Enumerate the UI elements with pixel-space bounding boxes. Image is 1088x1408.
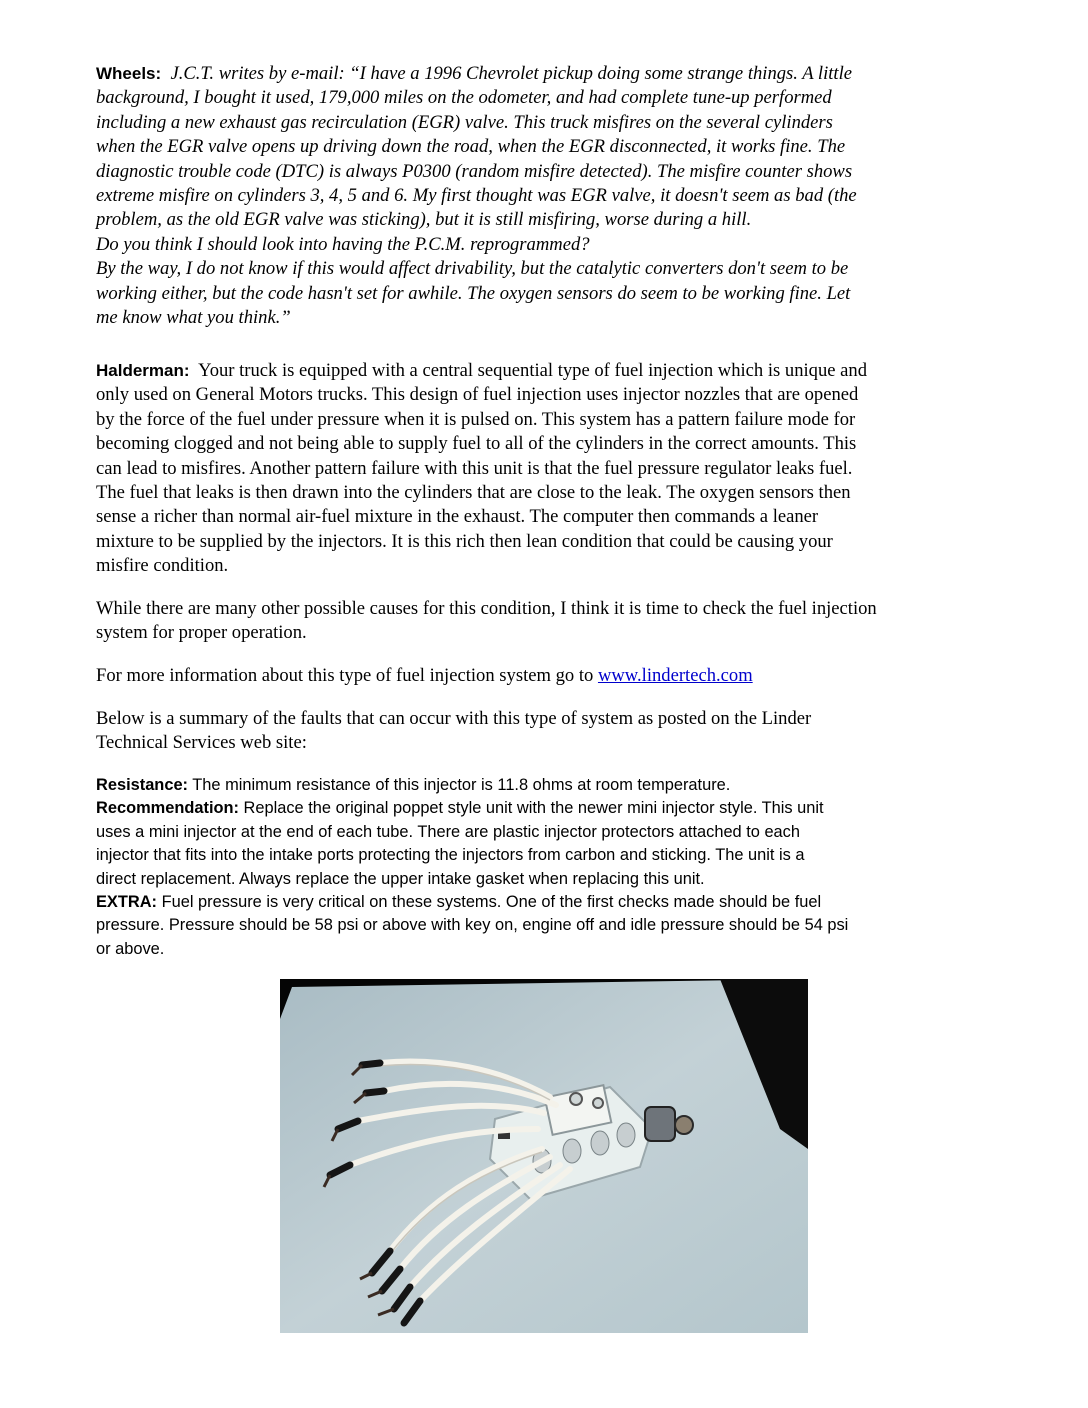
letter-line: extreme misfire on cylinders 3, 4, 5 and 6. My first thought was EGR valve, it doesn't seem as bad (the — [96, 185, 857, 207]
recommendation-line — [96, 797, 996, 820]
paragraph-line: Below is a summary of the faults that can occur with this type of system as posted on the Linder — [96, 708, 812, 729]
resistance-text: The minimum resistance of this injector is 11.8 ohms at room temperature. — [188, 776, 731, 794]
paragraph-summary-intro — [96, 707, 996, 756]
paragraph-line: While there are many other possible causes for this condition, I think it is time to check the fuel injection — [96, 598, 877, 619]
lindertech-link[interactable]: www.lindertech.com — [597, 665, 753, 686]
answer-line: misfire condition. — [96, 555, 229, 577]
recommendation-line: uses a mini injector at the end of each tube. There are plastic injector protectors attached to each — [96, 822, 800, 841]
answer-line: by the force of the fuel under pressure when it is pulsed on. This system has a pattern failure mode for — [96, 408, 856, 430]
answer-line: The fuel that leaks is then drawn into the cylinders that are close to the leak. The oxygen sensors then — [96, 482, 851, 504]
extra-line: pressure. Pressure should be 58 psi or above with key on, engine off and idle pressure should be 54 psi — [96, 916, 849, 935]
letter-line: problem, as the old EGR valve was sticking), but it is still misfiring, worse during a hill. — [96, 209, 752, 231]
recommendation-line: direct replacement. Always replace the upper intake gasket when replacing this unit. — [96, 869, 705, 888]
answer-text: Your truck is equipped with a central sequential type of fuel injection which is unique and — [198, 360, 868, 381]
letter-line: me know what you think.” — [96, 307, 291, 329]
paragraph-more-info — [96, 664, 996, 688]
letter-text: J.C.T. writes by e-mail: “I have a 1996 Chevrolet pickup doing some strange things. A little — [170, 63, 853, 84]
extra-label: EXTRA: — [96, 893, 158, 912]
resistance-label: Resistance: — [96, 776, 189, 794]
letter-line: including a new exhaust gas recirculation (EGR) valve. This truck misfires on the several cylinders — [96, 111, 833, 133]
letter-line: when the EGR valve opens up driving down the road, when the EGR disconnected, it works fine. The — [96, 136, 846, 158]
answer-label: Halderman: — [96, 361, 190, 380]
reader-letter — [96, 62, 996, 330]
paragraph-line: Technical Services web site: — [96, 732, 307, 754]
letter-line: working either, but the code hasn't set for awhile. The oxygen sensors do seem to be working fine. Let — [96, 282, 851, 304]
resistance-line — [96, 774, 996, 797]
answer-line: only used on General Motors trucks. This design of fuel injection uses injector nozzles that are opened — [96, 384, 859, 406]
halderman-answer — [96, 359, 996, 579]
recommendation-label: Recommendation: — [96, 799, 239, 818]
answer-line: mixture to be supplied by the injectors. It is this rich then lean condition that could be causing your — [96, 530, 833, 552]
more-info-text: For more information about this type of fuel injection system go to — [96, 665, 598, 686]
paragraph-other-causes — [96, 597, 996, 646]
letter-label: Wheels: — [96, 64, 162, 83]
extra-line — [96, 891, 996, 914]
injector-photo-illustration — [280, 979, 808, 1333]
extra-text: Fuel pressure is very critical on these systems. One of the first checks made should be fuel — [157, 893, 822, 912]
letter-line: Do you think I should look into having the P.C.M. reprogrammed? — [96, 233, 590, 255]
letter-line-1 — [96, 62, 996, 86]
recommendation-line: injector that fits into the intake ports protecting the injectors from carbon and sticking. The unit is a — [96, 846, 805, 865]
answer-line: becoming clogged and not being able to supply fuel to all of the cylinders in the correct amounts. This — [96, 433, 857, 455]
extra-line: or above. — [96, 939, 165, 958]
fuel-injector-photo — [280, 979, 808, 1333]
answer-line-1 — [96, 359, 996, 383]
answer-line: sense a richer than normal air-fuel mixture in the exhaust. The computer then commands a leaner — [96, 506, 819, 528]
letter-line: background, I bought it used, 179,000 miles on the odometer, and had complete tune-up performed — [96, 87, 832, 109]
answer-line: can lead to misfires. Another pattern failure with this unit is that the fuel pressure regulator leaks fuel. — [96, 457, 853, 479]
paragraph-line: system for proper operation. — [96, 622, 307, 644]
letter-line: By the way, I do not know if this would affect drivability, but the catalytic converters don't seem to be — [96, 258, 849, 280]
technical-summary — [96, 774, 996, 961]
recommendation-text: Replace the original poppet style unit with the newer mini injector style. This unit — [238, 799, 824, 818]
letter-line: diagnostic trouble code (DTC) is always P0300 (random misfire detected). The misfire counter shows — [96, 160, 853, 182]
